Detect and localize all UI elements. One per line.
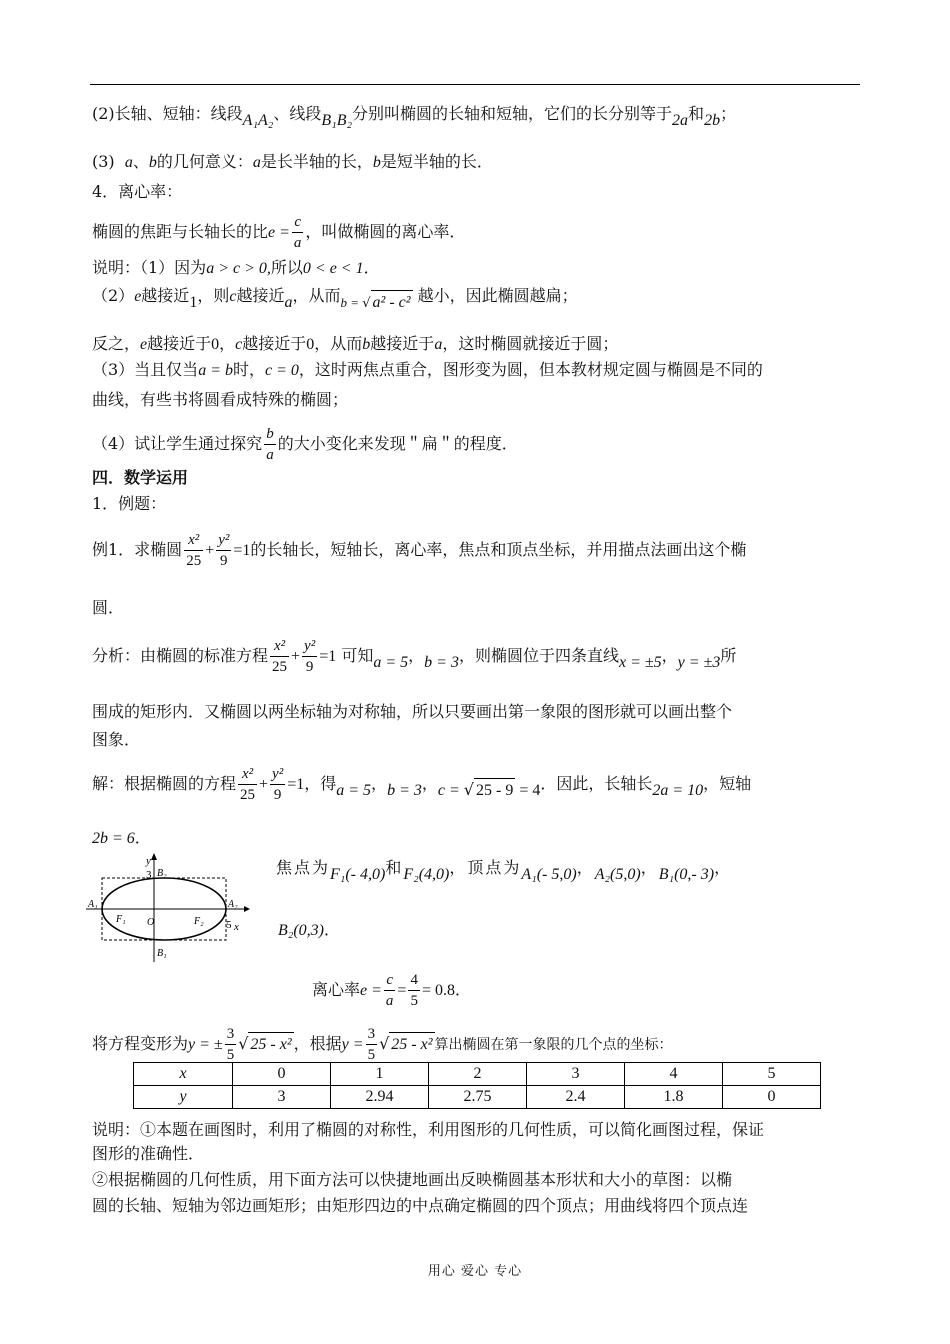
sqrt-radicand: 25 - 9 (474, 778, 515, 803)
table-header-y: y (134, 1086, 233, 1109)
page-footer: 用心 爱心 专心 (427, 1264, 523, 1279)
text: 和 (385, 858, 404, 877)
math-a2: A₂(5,0) (594, 866, 641, 883)
text: 、线段 (273, 104, 322, 123)
text: 算出椭圆在第一象限的几个点的坐标： (434, 1037, 673, 1053)
analysis (92, 636, 736, 677)
math-f1: F₁(- 4,0) (330, 866, 386, 883)
solution-continued (92, 826, 151, 851)
y-axis-label: y (146, 855, 151, 867)
math-c: c (229, 288, 237, 305)
transform-equation: 将方程变形为y = ± $\frac{3}{5}$ √ 25 - x² ，根据y = $\frac{3}{5}$ √ 25 - x² 算出椭圆在第一象限的几个点的坐标： (92, 1026, 673, 1063)
math-b-3: b = 3 (424, 654, 459, 671)
denominator: 5 (225, 1044, 237, 1065)
text: (2)长轴、短轴：线段 (92, 104, 243, 123)
text: 说明：（1）因为 (92, 258, 207, 277)
denominator: 25 (184, 550, 203, 571)
numerator: x² (241, 766, 254, 782)
note-2-continued (92, 332, 618, 357)
math-2b: 2b (704, 112, 721, 129)
denominator: 9 (270, 784, 285, 805)
text: 椭圆的焦距与长轴长的比 (92, 222, 269, 241)
table-row-y (134, 1086, 821, 1109)
table-cell: 0 (723, 1086, 821, 1109)
subheading-eccentricity: 4．离心率： (92, 182, 183, 201)
math-one: 1 (189, 294, 198, 311)
fraction-3-5 (366, 1024, 378, 1065)
section-heading: 四．数学运用 (92, 468, 189, 487)
text: 越接近于 (242, 334, 307, 353)
math-a-5: a = 5 (336, 782, 372, 799)
math-e: e (140, 336, 148, 353)
text: ． (134, 828, 151, 847)
math-a-eq-b: a = b (198, 362, 233, 379)
math-c: c (235, 336, 243, 353)
subheading-examples: 1．例题： (92, 494, 167, 513)
math-y-line: y = ±3 (677, 654, 721, 671)
header-rule (90, 84, 860, 85)
text: 越接近于 (147, 334, 212, 353)
analysis-continued-2: 图象． (92, 730, 141, 749)
math-e: e = (360, 982, 382, 999)
math-b1: B₁(0,- 3) (658, 866, 715, 883)
sqrt-radicand: 25 - x² (389, 1032, 434, 1057)
denominator: a (384, 990, 396, 1011)
equals-one: =1 (319, 648, 337, 665)
focus-f2-label: F₂ (194, 916, 204, 927)
fraction-4-5 (408, 970, 420, 1011)
denominator: 5 (408, 990, 420, 1011)
text: 是长半轴的长， (260, 152, 373, 171)
text: （2） (92, 286, 135, 305)
numerator: c (294, 214, 301, 230)
note-sketch-continued: 圆的长轴、短轴为邻边画矩形；由矩形四边的中点确定椭圆的四个顶点；用曲线将四个顶点连 (92, 1196, 749, 1215)
math-b1b2: B₁B₂ (321, 112, 353, 129)
plus-sign: + (205, 542, 215, 559)
tick-5: 5 (226, 919, 232, 931)
table-cell: 2 (429, 1063, 527, 1086)
table-cell: 5 (723, 1063, 821, 1086)
math-minor-axis: 2b = 6 (92, 830, 135, 847)
note-3-continued: 曲线，有些书将圆看成特殊的椭圆； (92, 390, 349, 409)
text: （3）当且仅当 (92, 360, 199, 379)
math-c: c = (437, 782, 464, 799)
math-x-line: x = ±5 (618, 654, 662, 671)
fraction-y2-9 (302, 636, 317, 677)
numerator: c (386, 972, 393, 988)
text: 所以 (270, 258, 303, 277)
y-axis-arrow (151, 853, 157, 860)
text: ，得 (304, 774, 337, 793)
note-1 (92, 256, 380, 281)
vertex-b2-label: B₂ (157, 868, 167, 879)
text: ，这时两焦点重合，图形变为圆，但本教材规定圆与椭圆是不同的 (298, 360, 763, 379)
text: 时， (232, 360, 265, 379)
equals-one: =1 (287, 776, 305, 793)
math-a1a2: A₁A₂ (242, 112, 274, 129)
eccentricity-result (312, 970, 471, 1011)
text: （4）试让学生通过探究 (92, 434, 263, 453)
text: 是短半轴的长． (380, 152, 493, 171)
denominator: a (264, 444, 276, 465)
text: 的大小变化来发现＂扁＂的程度． (277, 434, 518, 453)
text: ， (714, 858, 733, 877)
math-y: y = ± (188, 1036, 223, 1053)
math-a: a (434, 336, 443, 353)
math-a: a (252, 154, 261, 171)
points-table (133, 1062, 821, 1109)
math-e: e (134, 288, 142, 305)
text: (3) (92, 152, 115, 171)
note-3 (92, 358, 763, 383)
numerator: 4 (410, 972, 418, 988)
table-cell: 1 (331, 1063, 429, 1086)
numerator: 3 (226, 1026, 235, 1042)
math-b: b (148, 154, 157, 171)
text: 离心率 (312, 980, 361, 999)
text: ， (408, 646, 425, 665)
note-2: （2）e越接近1，则c越接近a，从而$_{b =}$ $_{√ a^2 - c^2}$ 越小，因此椭圆越扁； (92, 284, 578, 310)
math-zero: 0 (306, 336, 315, 353)
table-cell: 1.8 (625, 1086, 723, 1109)
vertex-b1-label: B₁ (157, 948, 167, 959)
text: ， (371, 774, 388, 793)
solution: 解：根据椭圆的方程 $\frac{\text{x²}}{25}$ + $\frac{\text{y²}}{9}$ =1，得a = 5，b = 3，c = √ 25 - 9 = 4．因此，长轴长2a = 10，短轴 (92, 766, 752, 803)
sqrt-radicand: a² - c² (371, 290, 413, 315)
text: ， (219, 334, 236, 353)
text: ， (661, 646, 678, 665)
table-cell: 3 (527, 1063, 625, 1086)
denominator: 5 (366, 1044, 378, 1065)
text: ． (454, 980, 471, 999)
text: ，从而 (292, 286, 341, 305)
analysis-continued: 围成的矩形内．又椭圆以两坐标轴为对称轴，所以只要画出第一象限的图形就可以画出整个 (92, 702, 733, 721)
text: 解：根据椭圆的方程 (92, 774, 237, 793)
text: ，这时椭圆就接近于圆； (442, 334, 619, 353)
math-zero: 0 (211, 336, 220, 353)
text: ，短轴 (703, 774, 752, 793)
text: ，根据 (293, 1034, 342, 1053)
text: ． (324, 920, 341, 939)
plus-sign: + (291, 648, 301, 665)
math-a-5: a = 5 (373, 654, 409, 671)
numerator: y² (304, 638, 316, 654)
fraction-b-a (264, 424, 276, 465)
math-b: b (372, 154, 381, 171)
note-sketch: ②根据椭圆的几何性质，用下面方法可以快捷地画出反映椭圆基本形状和大小的草图：以椭 (92, 1170, 733, 1189)
text: 和 (688, 104, 705, 123)
text: 分别叫椭圆的长轴和短轴，它们的长分别等于 (352, 104, 673, 123)
x-axis-label: x (234, 921, 239, 933)
table-cell: 4 (625, 1063, 723, 1086)
numerator: x² (188, 532, 200, 548)
text: ，顶点为 (449, 858, 522, 877)
note-symmetry: 说明：①本题在画图时，利用了椭圆的对称性，利用图形的几何性质，可以简化画图过程，保证 (92, 1120, 765, 1139)
text: 将方程变形为 (92, 1034, 189, 1053)
note-symmetry-continued: 图形的准确性． (92, 1144, 205, 1163)
fraction-y2-9 (216, 530, 231, 571)
numerator: 3 (367, 1026, 376, 1042)
equals-one: =1 (233, 542, 251, 559)
table-cell: 2.4 (527, 1086, 625, 1109)
table-cell: 2.94 (331, 1086, 429, 1109)
denominator: 9 (216, 550, 231, 571)
focus-f1-label: F₁ (116, 914, 126, 925)
paragraph-meaning (92, 150, 493, 175)
plus-sign: + (259, 776, 269, 793)
text: 、 (132, 152, 149, 171)
text: ， (576, 858, 595, 877)
text: ． (363, 258, 380, 277)
fraction-x2-25 (270, 636, 289, 677)
foci-and-vertices-continued (278, 918, 340, 943)
table-row-x (134, 1063, 821, 1086)
vertex-a2-label: A₂ (228, 899, 238, 910)
math-e: e = (268, 224, 290, 241)
text: ，叫做椭圆的离心率． (305, 222, 466, 241)
text: 越接近 (141, 286, 190, 305)
denominator: 9 (302, 656, 317, 677)
text: 越小，因此椭圆越扁； (417, 286, 578, 305)
numerator: x² (273, 638, 286, 654)
note-4 (92, 424, 518, 465)
math-inequality: 0 < e < 1 (302, 260, 364, 277)
denominator: 25 (238, 784, 257, 805)
math-c-eq-0: c = 0 (265, 362, 299, 379)
fraction-x2-25 (184, 530, 203, 571)
text: 反之， (92, 334, 141, 353)
text: 越接近 (236, 286, 285, 305)
text: 所 (720, 646, 737, 665)
table-cell: 3 (233, 1086, 331, 1109)
example-1 (92, 530, 746, 571)
math-value: = 0.8 (421, 982, 455, 999)
math-a1: A₁(- 5,0) (521, 866, 577, 883)
math-a: a (284, 294, 293, 311)
math-c-value: = 4 (515, 782, 541, 799)
example-1-continued: 圆． (92, 598, 125, 617)
math-y: y = (341, 1036, 364, 1053)
text: ，则 (197, 286, 230, 305)
denominator: a (292, 232, 304, 253)
fraction-x2-25 (238, 764, 257, 805)
text: ， (421, 774, 438, 793)
paragraph-axes (92, 102, 736, 127)
math-b: b (362, 336, 371, 353)
math-b2: B₂(0,3) (278, 922, 324, 939)
fraction-c-a (384, 970, 396, 1011)
text: ； (720, 104, 737, 123)
fraction-y2-9 (270, 764, 285, 805)
math-f2: F₂(4,0) (403, 866, 450, 883)
text: ．因此，长轴长 (540, 774, 653, 793)
math-2a: 2a (672, 112, 689, 129)
numerator: y² (272, 766, 284, 782)
math-inequality: a > c > 0, (206, 260, 271, 277)
tick-3: 3 (146, 869, 152, 881)
math-a: a (124, 154, 133, 171)
fraction-c-a (292, 212, 304, 253)
paragraph-eccentricity-def (92, 212, 465, 253)
fraction-3-5 (225, 1024, 237, 1065)
vertex-a1-label: A₁ (88, 899, 98, 910)
foci-and-vertices (276, 856, 732, 881)
text: 焦点为 (276, 858, 331, 877)
origin-label: O (147, 917, 155, 928)
text: 例1．求椭圆 (92, 540, 183, 559)
math-major-axis: 2a = 10 (652, 782, 704, 799)
sqrt-radicand: 25 - x² (248, 1032, 293, 1057)
numerator: b (266, 426, 274, 442)
math-b-eq: b = (340, 295, 363, 310)
text: 可知 (341, 646, 374, 665)
ellipse-figure (84, 852, 254, 964)
table-cell: 0 (233, 1063, 331, 1086)
math-b-3: b = 3 (387, 782, 422, 799)
text: ，从而 (314, 334, 363, 353)
x-axis-arrow (244, 906, 250, 912)
table-cell: 2.75 (429, 1086, 527, 1109)
equals-sign: = (397, 982, 407, 999)
text: 的长轴长，短轴长，离心率，焦点和顶点坐标，并用描点法画出这个椭 (250, 540, 747, 559)
text: ，则椭圆位于四条直线 (458, 646, 619, 665)
denominator: 25 (270, 656, 289, 677)
text: ， (640, 858, 659, 877)
text: 的几何意义： (156, 152, 253, 171)
numerator: y² (218, 532, 230, 548)
text: 越接近于 (370, 334, 435, 353)
text: 分析：由椭圆的标准方程 (92, 646, 269, 665)
table-header-x: x (134, 1063, 233, 1086)
